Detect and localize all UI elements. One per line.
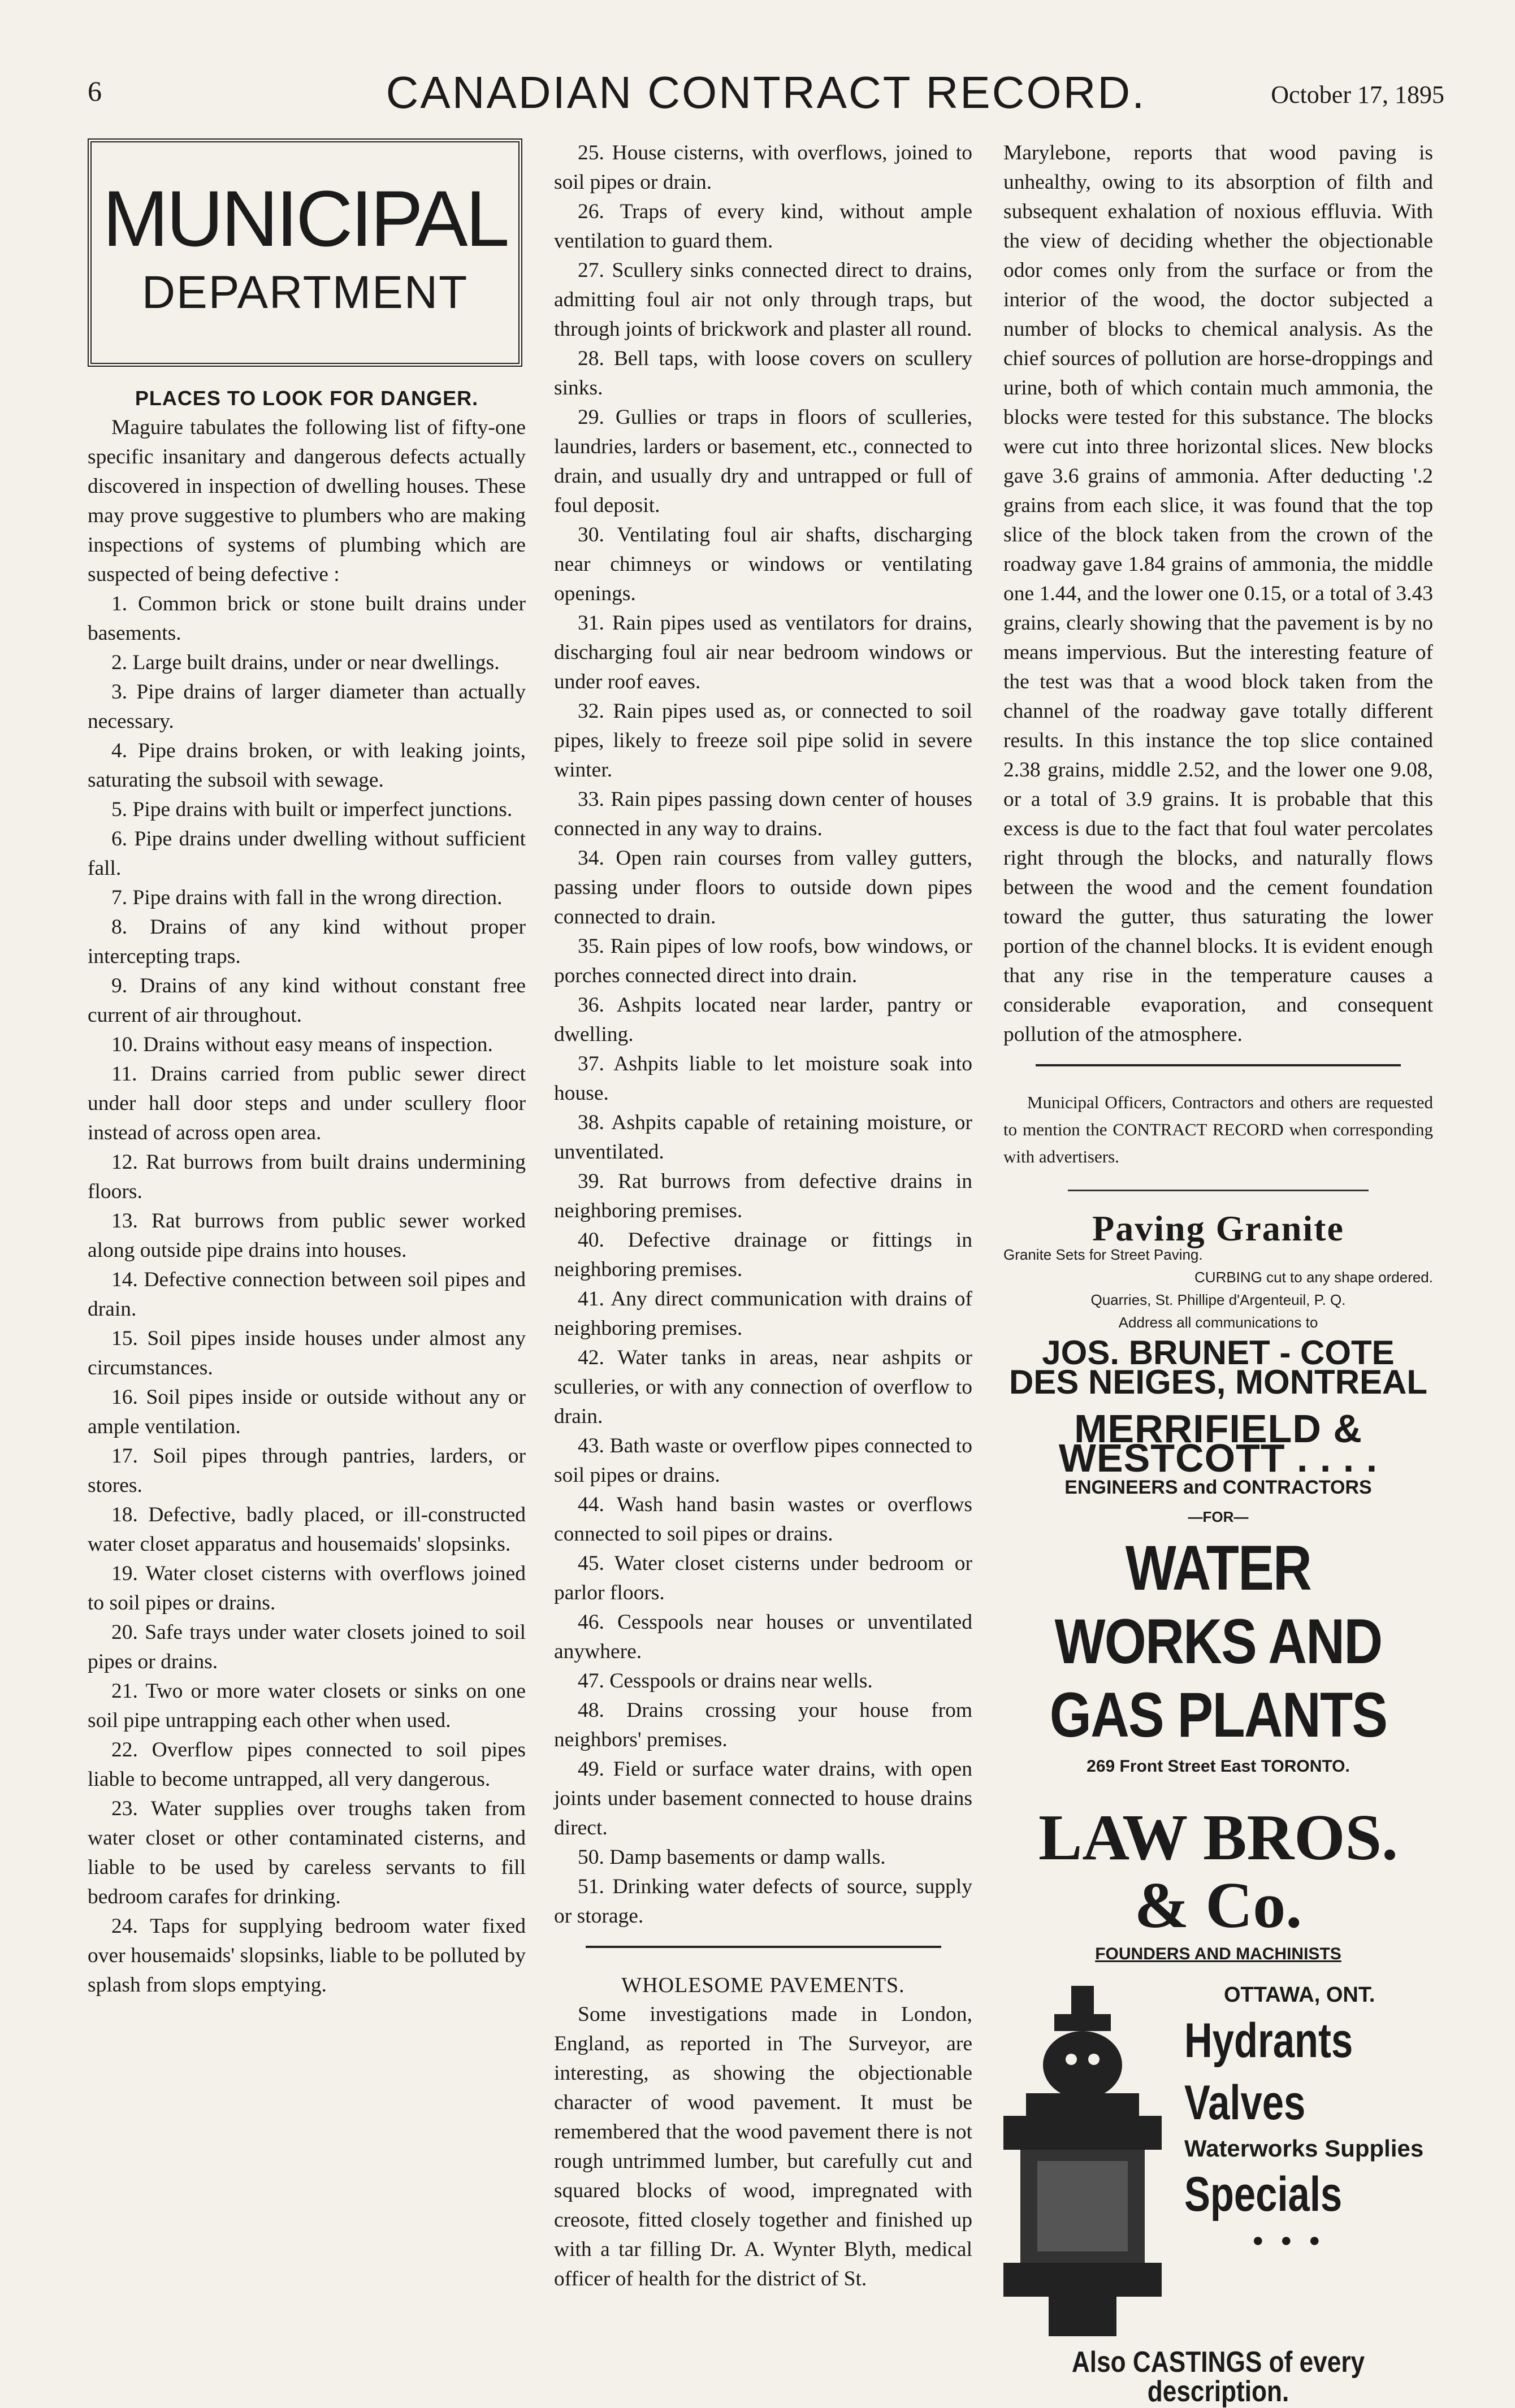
danger-item: 42. Water tanks in areas, near ashpits or sculleries, or with any connection of overflow to drain. xyxy=(554,1346,972,1428)
newspaper-title: CANADIAN CONTRACT RECORD. xyxy=(386,67,1146,118)
pavements-heading: WHOLESOME PAVEMENTS. xyxy=(621,1973,905,1997)
danger-item: 49. Field or surface water drains, with open joints under basement connected to house drains direct. xyxy=(554,1758,972,1839)
danger-intro: Maguire tabulates the following list of fifty-one specific insanitary and dangerous defects actually discovered in inspection of dwelling houses. These may prove suggestive to plumbers who are making inspections of systems of plumbing which are suspected of being defective : xyxy=(88,416,526,586)
danger-item: 2. Large built drains, under or near dwellings. xyxy=(111,651,500,674)
danger-item: 21. Two or more water closets or sinks on one soil pipe untrapping each other when used. xyxy=(88,1680,526,1732)
law-bros-hydrants: Hydrants xyxy=(1184,2014,1353,2068)
danger-item: 51. Drinking water defects of source, supply or storage. xyxy=(554,1875,972,1928)
law-bros-body xyxy=(1003,1980,1433,2348)
danger-item: 33. Rain pipes passing down center of houses connected in any way to drains. xyxy=(554,788,972,840)
danger-item: 36. Ashpits located near larder, pantry or dwelling. xyxy=(554,993,972,1046)
danger-item: 4. Pipe drains broken, or with leaking joints, saturating the subsoil with sewage. xyxy=(88,739,526,792)
danger-item: 22. Overflow pipes connected to soil pipes liable to become untrapped, all very dangerous. xyxy=(88,1738,526,1791)
danger-list-2 xyxy=(554,138,972,1931)
notice-divider xyxy=(1036,1064,1401,1066)
paving-granite-title: Paving Granite xyxy=(1092,1208,1344,1248)
column-3 xyxy=(1003,138,1433,2406)
danger-item: 5. Pipe drains with built or imperfect junctions. xyxy=(111,798,513,821)
danger-item: 39. Rat burrows from defective drains in neighboring premises. xyxy=(554,1170,972,1222)
danger-item: 7. Pipe drains with fall in the wrong direction. xyxy=(111,886,503,909)
danger-item: 12. Rat burrows from built drains undermining floors. xyxy=(88,1151,526,1203)
danger-item: 18. Defective, badly placed, or ill-constructed water closet apparatus and housemaids' slopsinks. xyxy=(88,1503,526,1556)
law-bros-text xyxy=(1184,1980,1423,2255)
law-bros-ad xyxy=(1003,1804,1433,2406)
danger-item: 35. Rain pipes of low roofs, bow windows, or porches connected direct into drain. xyxy=(554,935,972,987)
department-line-2: DEPARTMENT xyxy=(141,267,469,318)
column-2 xyxy=(554,138,972,2294)
danger-item: 15. Soil pipes inside houses under almost any circumstances. xyxy=(88,1327,526,1379)
danger-item: 3. Pipe drains of larger diameter than actually necessary. xyxy=(88,680,526,733)
danger-item: 8. Drains of any kind without proper intercepting traps. xyxy=(88,916,526,968)
ad-divider xyxy=(1068,1190,1369,1191)
danger-item: 9. Drains of any kind without constant free current of air throughout. xyxy=(88,974,526,1027)
danger-item: 43. Bath waste or overflow pipes connected to soil pipes or drains. xyxy=(554,1434,972,1487)
danger-item: 10. Drains without easy means of inspection. xyxy=(111,1033,493,1056)
law-bros-valves: Valves xyxy=(1184,2076,1306,2130)
danger-list-1 xyxy=(88,589,526,2000)
danger-item: 31. Rain pipes used as ventilators for drains, discharging foul air near bedroom windows or under roof eaves. xyxy=(554,611,972,693)
paving-line-2: CURBING cut to any shape ordered. xyxy=(1194,1269,1433,1286)
law-bros-city: OTTAWA, ONT. xyxy=(1224,1983,1375,2007)
danger-item: 48. Drains crossing your house from neighbors' premises. xyxy=(554,1699,972,1751)
paving-line-1: Granite Sets for Street Paving. xyxy=(1003,1246,1203,1263)
law-bros-dots: ● ● ● xyxy=(1252,2229,1326,2251)
danger-item: 40. Defective drainage or fittings in neighboring premises. xyxy=(554,1229,972,1281)
paving-line-4: Address all communications to xyxy=(1118,1314,1318,1331)
paving-granite-ad xyxy=(1003,1208,1433,1401)
hydrant-icon xyxy=(1003,1980,1173,2342)
danger-item: 13. Rat burrows from public sewer worked along outside pipe drains into houses. xyxy=(88,1209,526,1262)
danger-item: 1. Common brick or stone built drains under basements. xyxy=(88,592,526,645)
danger-item: 6. Pipe drains under dwelling without sufficient fall. xyxy=(88,827,526,880)
danger-item: 45. Water closet cisterns under bedroom or parlor floors. xyxy=(554,1552,972,1604)
page-number: 6 xyxy=(88,75,102,107)
danger-item: 17. Soil pipes through pantries, larders, or stores. xyxy=(88,1444,526,1497)
merrifield-address: 269 Front Street East TORONTO. xyxy=(1087,1757,1350,1776)
danger-item: 24. Taps for supplying bedroom water fixed over housemaids' slopsinks, liable to be polluted by splash from slops emptying. xyxy=(88,1915,526,1997)
pavements-para-1: Some investigations made in London, England, as reported in The Surveyor, are interesting, as showing the objectionable character of wood pavement. It must be remembered that the wood pavement there is not rough untrimmed lumber, but carefully cut and squared blocks of wood, impregnated with creosote, fitted closely together and finished up with a tar filling Dr. A. Wynter Blyth, medical officer of health for the district of St. xyxy=(554,2003,972,2290)
page-header xyxy=(88,67,1444,129)
danger-item: 11. Drains carried from public sewer direct under hall door steps and under scullery floor instead of across open area. xyxy=(88,1062,526,1144)
danger-item: 23. Water supplies over troughs taken from water closet or other contaminated cisterns, and liable to be used by careless servants to fill bedroom carafes for drinking. xyxy=(88,1797,526,1908)
municipal-department-box xyxy=(88,138,522,367)
danger-heading: PLACES TO LOOK FOR DANGER. xyxy=(135,387,479,410)
section-divider xyxy=(586,1946,941,1948)
danger-item: 30. Ventilating foul air shafts, discharging near chimneys or windows or ventilating openings. xyxy=(554,523,972,605)
merrifield-line-3: WATER WORKS AND GAS PLANTS xyxy=(1049,1533,1387,1750)
danger-item: 20. Safe trays under water closets joined to soil pipes or drains. xyxy=(88,1621,526,1673)
danger-item: 37. Ashpits liable to let moisture soak into house. xyxy=(554,1052,972,1105)
law-bros-name: LAW BROS. & Co. xyxy=(1038,1802,1399,1942)
danger-item: 32. Rain pipes used as, or connected to soil pipes, likely to freeze soil pipe solid in severe winter. xyxy=(554,700,972,782)
paving-line-3: Quarries, St. Phillipe d'Argenteuil, P. Q. xyxy=(1090,1291,1346,1308)
law-bros-sub: FOUNDERS AND MACHINISTS xyxy=(1095,1945,1341,1963)
pavements-para-2: Marylebone, reports that wood paving is unhealthy, owing to its absorption of filth and subsequent exhalation of noxious effluvia. With the view of deciding whether the objectionable odor comes only from the surface or from the interior of the wood, the doctor subjected a number of blocks to chemical analysis. As the chief sources of pollution are horse-droppings and urine, both of which contain much ammonia, the blocks were tested for this substance. The blocks were cut into three horizontal slices. New blocks gave 3.6 grains of ammonia. After deducting '.2 grains from each slice, it was found that the top slice of the block taken from the crown of the roadway gave 1.84 grains of ammonia, the middle one 1.44, and the lower one 0.15, or a total of 3.43 grains, clearly showing that the pavement is by no means impervious. But the interesting feature of the test was that a wood block taken from the channel of the roadway gave totally different results. In this instance the top slice contained 2.38 grains, middle 2.52, and the lower one 9.08, or a total of 3.9 grains. It is probable that this excess is due to the fact that foul water percolates right through the blocks, and naturally flows between the wood and the cement foundation toward the gutter, thus saturating the lower portion of the channel blocks. It is evident enough that any rise in the temperature causes a considerable evaporation, and consequent pollution of the atmosphere. xyxy=(1003,141,1433,1046)
danger-item: 50. Damp basements or damp walls. xyxy=(578,1846,886,1869)
danger-item: 16. Soil pipes inside or outside without any or ample ventilation. xyxy=(88,1386,526,1438)
danger-item: 34. Open rain courses from valley gutters, passing under floors to outside down pipes connected to drain. xyxy=(554,847,972,929)
law-bros-supplies: Waterworks Supplies xyxy=(1184,2135,1424,2162)
law-bros-specials: Specials xyxy=(1184,2167,1343,2222)
column-1 xyxy=(88,138,526,2000)
danger-item: 26. Traps of every kind, without ample ventilation to guard them. xyxy=(554,200,972,253)
danger-item: 47. Cesspools or drains near wells. xyxy=(578,1669,873,1693)
paving-brunet-name: JOS. BRUNET - COTE DES NEIGES, MONTREAL xyxy=(1008,1334,1428,1401)
merrifield-line-1: ENGINEERS and CONTRACTORS xyxy=(1064,1477,1372,1498)
danger-item: 29. Gullies or traps in floors of sculleries, laundries, larders or basement, etc., connected to drain, and usually dry and untrapped or full of foul deposit. xyxy=(554,406,972,517)
danger-item: 44. Wash hand basin wastes or overflows connected to soil pipes or drains. xyxy=(554,1493,972,1546)
advertiser-notice: Municipal Officers, Contractors and others are requested to mention the CONTRACT RECORD when corresponding with advertisers. xyxy=(1003,1092,1433,1166)
merrifield-westcott-ad xyxy=(1003,1407,1433,1781)
danger-item: 41. Any direct communication with drains of neighboring premises. xyxy=(554,1287,972,1340)
department-line-1: MUNICIPAL xyxy=(102,174,508,263)
danger-item: 46. Cesspools near houses or unventilated anywhere. xyxy=(554,1611,972,1663)
danger-item: 14. Defective connection between soil pipes and drain. xyxy=(88,1268,526,1321)
issue-date: October 17, 1895 xyxy=(1271,81,1444,109)
danger-item: 19. Water closet cisterns with overflows joined to soil pipes or drains. xyxy=(88,1562,526,1615)
danger-item: 28. Bell taps, with loose covers on scullery sinks. xyxy=(554,347,972,400)
danger-item: 38. Ashpits capable of retaining moisture, or unventilated. xyxy=(554,1111,972,1164)
merrifield-name: MERRIFIELD & WESTCOTT . . . . xyxy=(1058,1407,1378,1480)
merrifield-line-2: —FOR— xyxy=(1188,1508,1249,1525)
danger-item: 25. House cisterns, with overflows, joined to soil pipes or drain. xyxy=(554,141,972,194)
danger-item: 27. Scullery sinks connected direct to drains, admitting foul air not only through traps, but through joints of brickwork and plaster all round. xyxy=(554,259,972,341)
law-bros-castings: Also CASTINGS of every description. xyxy=(1071,2346,1365,2408)
